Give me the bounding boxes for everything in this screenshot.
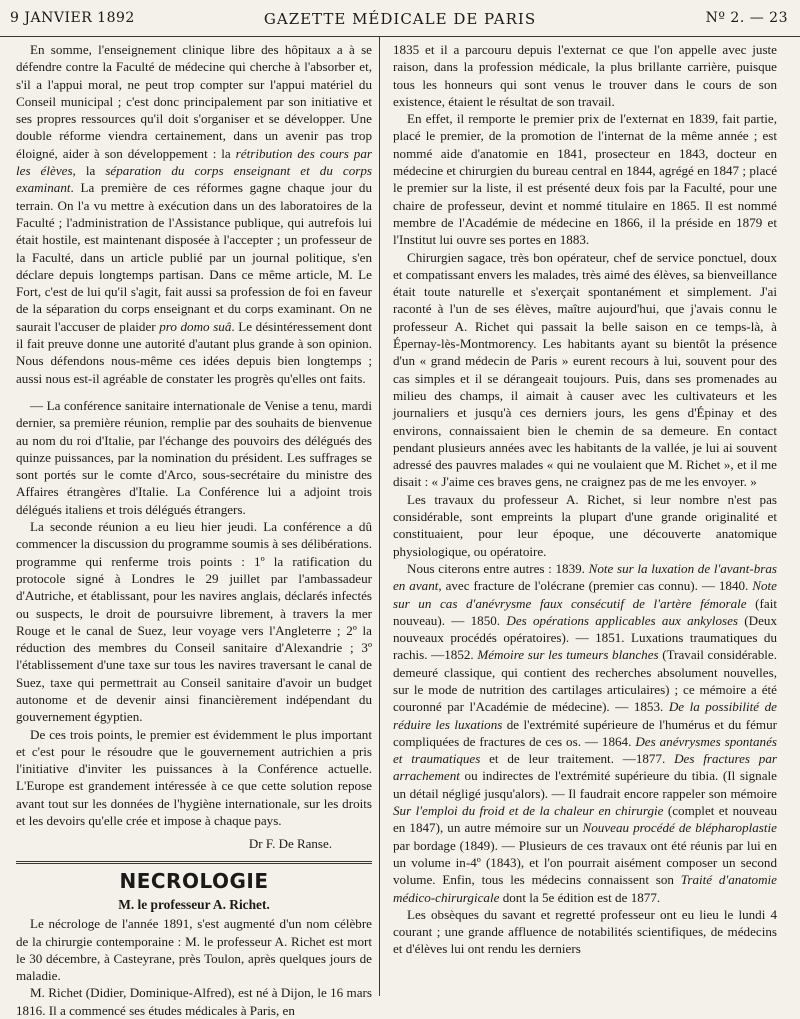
right-column [393,41,777,958]
paragraph: Le nécrologe de l'année 1891, s'est augmenté d'un nom célèbre de la chirurgie contemporaine : M. le professeur A. Richet est mort le 30 décembre, à Casteyrane, près Toulon, après quelques jours de maladie. [16,916,372,984]
paragraph: La seconde réunion a eu lieu hier jeudi. La conférence a dû commencer la discussion du programme soumis à ses délibérations. programme qui renferme trois points : 1º la ratification du protocole signé à Londres le 29 juillet par l'ambassadeur d'Autriche, et établissant, pour les navires anglais, déclarés infectés ou suspects, le droit de poursuivre librement, à travers la mer Rouge et le canal de Suez, leur voyage vers l'Angleterre ; 2º la réduction des membres du Conseil sanitaire d'Alexandrie ; 3º l'établissement d'une taxe sur tous les navires traversant le canal de Suez, taxe qui permettrait au Conseil sanitaire d'avoir un budget autonome et de devenir ainsi financièrement indépendant du gouvernement égyptien. [16,519,372,725]
left-column [16,41,372,1019]
paragraph: M. Richet (Didier, Dominique-Alfred), est né à Dijon, le 16 mars 1816. Il a commencé ses études médicales à Paris, en [16,985,372,1018]
section-divider [16,861,372,865]
signature: Dr F. De Ranse. [248,836,332,852]
paragraph: De ces trois points, le premier est évidemment le plus important et c'est pour le résoudre que le gouvernement autrichien a pris l'initiative d'inviter les puissances à la Conférence actuelle. L'Europe est grandement intéressée à ce que cette solution repose avant tout sur les données de l'hygiène internationale, sur les droits et les devoirs qu'elle crée et impose à chaque pays. [16,726,372,829]
section-title: NECROLOGIE [119,868,269,893]
header-page-number: Nº 2. — 23 [705,10,788,26]
header-title: GAZETTE MÉDICALE DE PARIS [263,10,537,28]
paragraph: Nous citerons entre autres : 1839. Note sur la luxation de l'avant-bras en avant, avec fracture de l'olécrane (premier cas connu). — 1840. Note sur un cas d'anévrysme faux consécutif de l'artère fémorale (fait nouveau). — 1850. Des opérations applicables aux ankyloses (Deux nouveaux procédés opératoires). — 1851. Luxations traumatiques du rachis. —1852. Mémoire sur les tumeurs blanches (Travail considérable. demeuré classique, qui contient des recherches absolument nouvelles, sur le mode de nutrition des cartilages articulaires) ; ce mémoire a été couronné par l'Académie de médecine). — 1853. De la possibilité de réduire les luxations de l'extrémité supérieure de l'humérus et du fémur compliquées de fractures de ces os. — 1864. Des anévrysmes spontanés et traumatiques et de leur traitement. —1877. Des fractures par arrachement ou indirectes de l'extrémité supérieure du tibia. (Il signale un détail négligé jusqu'alors). — Il faudrait encore rappeler son mémoire Sur l'emploi du froid et de la chaleur en chirurgie (complet et nouveau en 1847), un autre mémoire sur un Nouveau procédé de blépharoplastie par bordage (1849). — Plusieurs de ces travaux ont été réunis par lui en un volume in-4º (1843), et l'on pourrait aisément composer un second volume. Enfin, tous les médecins connaissent son Traité d'anatomie médico-chirurgicale dont la 5e édition est de 1877. [393,560,777,905]
paragraph: — La conférence sanitaire internationale de Venise a tenu, mardi dernier, sa première réunion, remplie par des souhaits de bienvenue au nom du roi d'Italie, par l'échange des pouvoirs des délégués des quinze puissances, par la nomination du président. Les suffrages se sont portés sur le comte d'Arco, sous-secrétaire du ministre des Affaires étrangères d'Italie. La Conférence lui a adjoint trois délégués italiens et trois délégués étrangers. [16,397,372,517]
paragraph: Les obsèques du savant et regretté professeur ont eu lieu le lundi 4 courant ; une grande affluence de notabilités scientifiques, de médecins et d'élèves lui ont rendu les derniers [393,906,777,957]
header-date: 9 JANVIER 1892 [10,10,135,26]
article-subhead: M. le professeur A. Richet. [118,896,270,912]
page-header [0,0,800,37]
column-divider [379,37,381,996]
paragraph: Les travaux du professeur A. Richet, si leur nombre n'est pas considérable, sont empreints la plupart d'une grande originalité et constituaient, pour leur époque, une découverte anatomique physiologique, ou opératoire. [393,491,777,559]
paragraph: 1835 et il a parcouru depuis l'externat ce que l'on appelle avec juste raison, dans la profession médicale, la plus brillante carrière, puisque tous les honneurs qui sont venus le trouver dans le cours de son existence, étaient le résultat de son travail. [393,42,777,109]
paragraph: En effet, il remporte le premier prix de l'externat en 1839, fait partie, placé le premier, de la promotion de l'internat de la même année ; est nommé aide d'anatomie en 1841, prosecteur en 1843, docteur en médecine et chirurgien du bureau central en 1844, agrégé en 1847 ; placé le premier sur la liste, il est présenté deux fois par la Faculté, pour une chaire de professeur, devint et nommé titulaire en 1865. Il est nommé membre de l'Académie de médecine en 1866, il la préside en 1879 et l'Institut lui ouvre ses portes en 1883. [393,111,777,248]
paragraph: En somme, l'enseignement clinique libre des hôpitaux a à se défendre contre la Faculté de médecine qui cherche à l'absorber et, s'il a l'appui moral, ne peut trop compter sur l'appui matériel du Conseil municipal ; c'est donc principalement par son initiative et ses propres ressources qu'il doit s'organiser et se développer. Une double réforme viendra certainement, dans un avenir pas trop éloigné, aider à son développement : la rétribution des cours par les élèves, la séparation du corps enseignant et du corps examinant. La première de ces réformes gagne chaque jour du terrain. On l'a vu mettre à exécution dans un des laboratoires de la Faculté ; l'administration de l'Assistance publique, qui autrefois lui était hostile, est maintenant disposée à l'accepter ; un professeur de la Faculté, dans un article publié par un journal politique, s'en déclare depuis longtemps partisan. Dans ce même article, M. Le Fort, c'est de lui qu'il s'agit, fait aussi sa profession de foi en faveur de la séparation du corps enseignant et du corps examinant. On ne saurait l'accuser de plaider pro domo suâ. Le désintéressement dont il fait preuve donne une autorité d'autant plus grande à son opinion. Nous défendons nous-même ces idées depuis bien longtemps ; aussi nous est-il agréable de constater les progrès qu'elles ont faits. [16,42,372,386]
paragraph: Chirurgien sagace, très bon opérateur, chef de service ponctuel, doux et compatissant envers les malades, très aimé des élèves, sa bienveillance était toute naturelle et s'exerçait spontanément et simplement. J'ai raconté à l'un de ses élèves, maître aujourd'hui, que j'avais connu le professeur A. Richet qui passait la belle saison en ce temps-là, à Épernay-lès-Montmorency. Les habitants ayant su bientôt la présence d'un « grand médecin de Paris » eurent recours à lui, souvent pour des cas simples et il se dérangeait toujours. Puis, dans ses promenades au milieu des champs, il aimait à causer avec les cultivateurs et les journaliers et jusqu'à ces derniers jours, les gens d'Épinay et des environs, connaissaient bien le chemin de sa demeure. En contact pendant plusieurs années avec les habitants de la vallée, je lui ai souvent adressé des pauvres malades « qui ne voulaient que M. Richet », et il me disait : « J'aime ces braves gens, ne craignez pas de me les envoyer. » [393,249,777,490]
